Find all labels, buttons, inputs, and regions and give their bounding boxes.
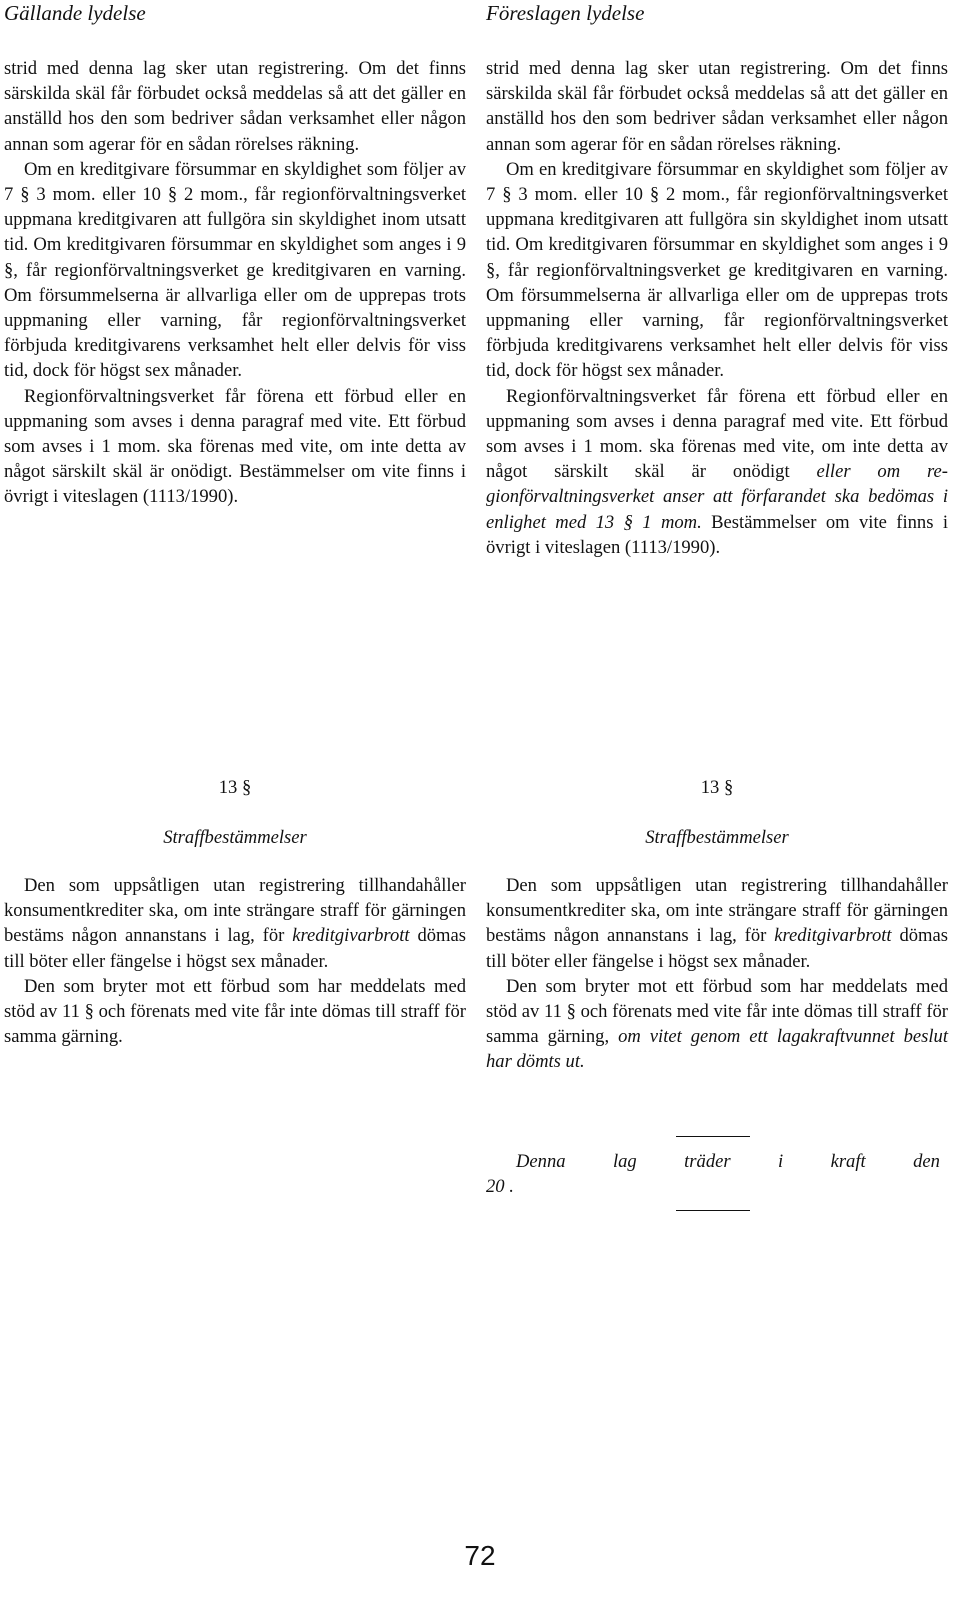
proposed-paragraph-3-amendment: eller om regionförvaltningsverket anser att förfarandet ska bedömas i enlighet med 13 § 1 mom. [486,461,948,533]
proposed-paragraph-3-text-a: Regionförvaltningsverket får förena ett förbud eller en uppmaning som avses i denna paragraf med vite. Ett förbud som avses i 1 mom. ska förenas med vite, om inte detta av något särskilt skäl är onödigt [486,385,948,483]
enactment-word: lag [612,1151,637,1172]
proposed-paragraph-1: strid med denna lag sker utan registrering. Om det finns särskilda skäl får förbudet också meddelas så att det gäller en anställd hos den som bedriver sådan verksamhet eller någon annan som agerar för en sådan rörelses räkning. [486,58,948,155]
enactment-clause [486,1149,940,1199]
heading-current-wording: Gällande lydelse [4,1,146,25]
enactment-year: 20 . [486,1176,514,1198]
current-section-13-text [4,873,466,1049]
current-13-paragraph-2: Den som bryter mot ett förbud som har meddelats med stöd av 11 § och förenats med vite får inte dömas till straff för samma gärning. [4,975,466,1048]
enactment-word: träder [684,1151,731,1172]
proposed-section-12-text [486,56,948,560]
current-paragraph-3: Regionförvaltningsverket får förena ett förbud eller en uppmaning som avses i denna paragraf med vite. Ett förbud som avses i 1 mom. ska förenas med vite, om inte detta av något särskilt skäl är onödigt. Bestämmelser om vite finns i övrigt i viteslagen (1113/1990). [4,385,466,508]
current-13-offence-term: kreditgivarbrott [292,925,410,947]
enactment-word: Denna [516,1151,566,1172]
proposed-paragraph-2: Om en kreditgivare försummar en skyldighet som följer av 7 § 3 mom. eller 10 § 2 mom., får regionförvaltningsverket uppmana kreditgivaren att fullgöra sin skyldighet inom utsatt tid. Om kreditgivaren försummar en skyldighet som anges i 9 §, får regionförvaltningsverket ge kreditgivaren en varning. Om försummelserna är allvarliga eller om de upprepas trots uppmaning eller varning, får regionförvaltningsverket förbjuda kreditgivarens verksamhet helt eller delvis för viss tid, dock för högst sex månader. [486,158,948,382]
enactment-word: kraft [830,1151,866,1172]
proposed-13-paragraph-2-amendment: om vitet genom ett lagakraftvunnet beslut har dömts ut. [486,1026,948,1073]
current-paragraph-2: Om en kreditgivare försummar en skyldighet som följer av 7 § 3 mom. eller 10 § 2 mom., får regionförvaltningsverket uppmana kreditgivaren att fullgöra sin skyldighet inom utsatt tid. Om kreditgivaren försummar en skyldighet som anges i 9 §, får regionförvaltningsverket ge kreditgivaren en varning. Om försummelserna är allvarliga eller om de upprepas trots uppmaning eller varning, får regionförvaltningsverket förbjuda kreditgivarens verksamhet helt eller delvis för viss tid, dock för högst sex månader. [4,158,466,382]
proposed-section-number: 13 § [700,777,734,798]
divider-rule-bottom [676,1210,750,1211]
proposed-13-offence-term: kreditgivarbrott [774,925,892,947]
enactment-word: i [778,1151,784,1172]
current-paragraph-1: strid med denna lag sker utan registrering. Om det finns särskilda skäl får förbudet också meddelas så att det gäller en anställd hos den som bedriver sådan verksamhet eller någon annan som agerar för en sådan rörelses räkning. [4,58,466,155]
current-section-number: 13 § [218,777,252,798]
proposed-13-paragraph-2 [486,974,948,1075]
current-section-title: Straffbestämmelser [163,827,307,848]
proposed-paragraph-3-text-b: Bestämmelser om vite finns i övrigt i viteslagen (1113/1990). [486,511,948,558]
proposed-13-paragraph-1 [486,873,948,974]
proposed-13-paragraph-2-text: Den som bryter mot ett förbud som har meddelats med stöd av 11 § och förenats med vite får inte dömas till straff för samma gärning, [486,975,948,1048]
proposed-section-13-text [486,873,948,1075]
divider-rule-top [676,1136,750,1137]
enactment-word: den [913,1151,940,1172]
proposed-13-paragraph-1-text-b: dömas till böter eller fängelse i högst sex månader. [486,925,948,972]
proposed-13-paragraph-1-text-a: Den som uppsåtligen utan registrering tillhandahåller konsumentkrediter ska, om inte strängare straff för gärningen bestäms någon annanstans i lag, för [486,875,948,947]
current-13-paragraph-1-text-b: dömas till böter eller fängelse i högst sex månader. [4,925,466,972]
current-section-12-text [4,56,466,510]
current-13-paragraph-1 [4,873,466,974]
current-13-paragraph-1-text-a: Den som uppsåtligen utan registrering tillhandahåller konsumentkrediter ska, om inte strängare straff för gärningen bestäms någon annanstans i lag, för [4,875,466,947]
page-number: 72 [464,1540,496,1571]
proposed-paragraph-3 [486,384,948,560]
proposed-section-title: Straffbestämmelser [645,827,789,848]
heading-proposed-wording: Föreslagen lydelse [486,1,645,25]
enactment-line [486,1149,940,1174]
